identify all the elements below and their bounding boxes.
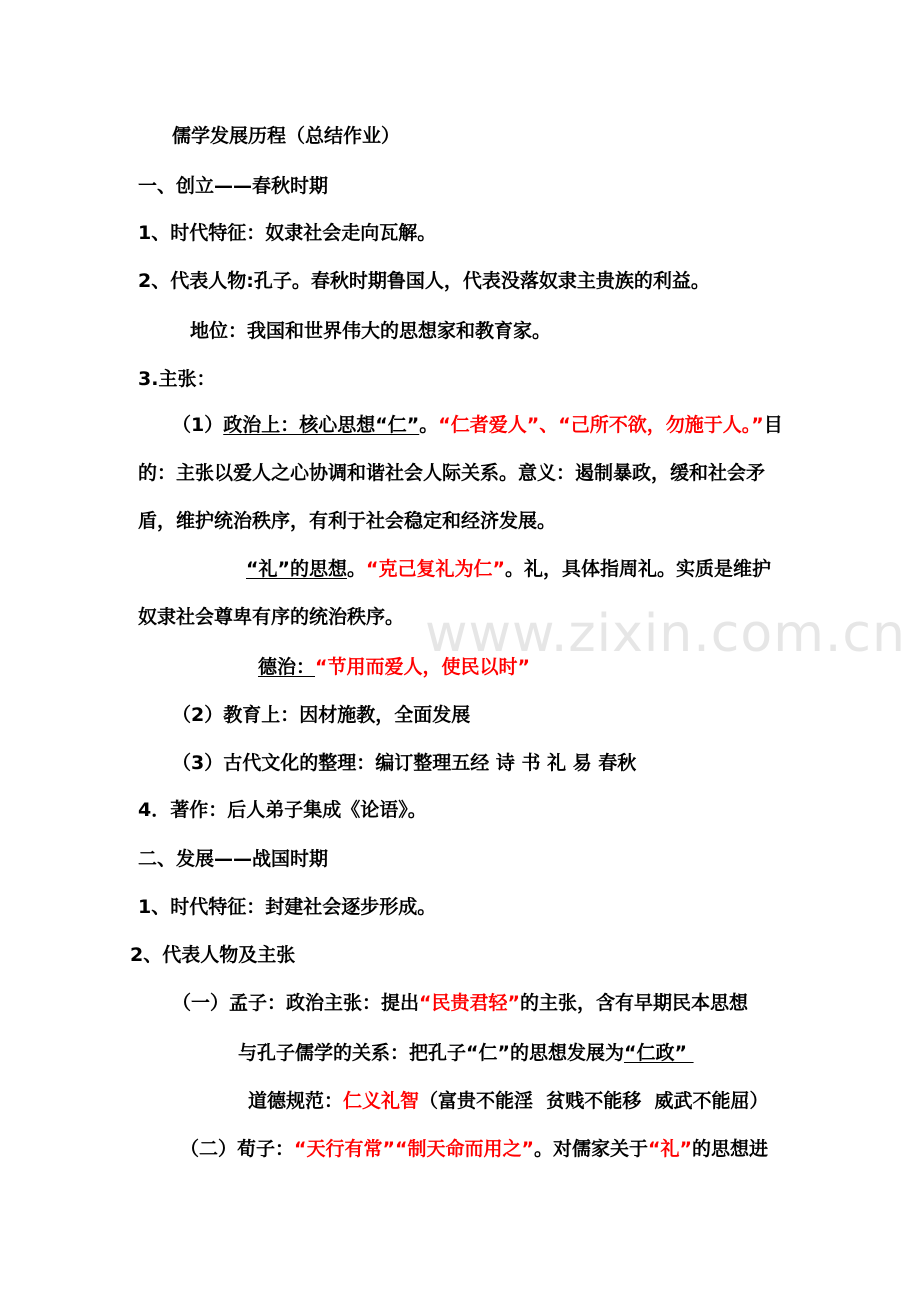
li-dot: 。 (346, 558, 366, 580)
mencius-moral-line (248, 1088, 769, 1114)
moral-label: 道德规范： (248, 1090, 344, 1112)
li-line-2: 奴隶社会尊卑有序的统治秩序。 (138, 606, 405, 628)
politics-line-2: 的：主张以爱人之心协调和谐社会人际关系。意义：遏制暴政，缓和社会矛 (138, 462, 766, 484)
section-1-item-2: 2、代表人物:孔子。春秋时期鲁国人，代表没落奴隶主贵族的利益。 (138, 270, 710, 292)
mencius-relation-a: 与孔子儒学的关系：把孔子“仁”的思想发展为 (238, 1042, 624, 1064)
xunzi-line (180, 1136, 768, 1162)
doc-title: 儒学发展历程（总结作业） (172, 125, 401, 147)
section-2-item-1: 1、时代特征：封建社会逐步形成。 (138, 896, 437, 918)
renzheng: “仁政” (623, 1042, 694, 1064)
moral-examples: （富贵不能淫 贫贱不能移 威武不能屈） (419, 1090, 769, 1112)
politics-line-1 (172, 412, 783, 438)
dezhi-line (258, 654, 530, 680)
mencius-a: （一）孟子：政治主张：提出 (172, 992, 420, 1014)
section-1-item-1: 1、时代特征：奴隶社会走向瓦解。 (138, 222, 437, 244)
mencius-b: 的主张，含有早期民本思想 (520, 992, 749, 1014)
politics-prefix: （1） (172, 414, 224, 436)
dezhi-label: 德治： (258, 656, 316, 678)
mencius-quote: “民贵君轻” (419, 992, 520, 1014)
li-line-1 (246, 556, 771, 582)
section-2-heading: 二、发展——战国时期 (138, 848, 329, 870)
xunzi-a: （二）荀子： (180, 1138, 295, 1160)
li-tail: 。礼，具体指周礼。实质是维护 (504, 558, 771, 580)
culture-line: （3）古代文化的整理：编订整理五经 诗 书 礼 易 春秋 (172, 752, 637, 774)
politics-line-3: 盾，维护统治秩序，有利于社会稳定和经济发展。 (138, 510, 557, 532)
works-line: 4．著作：后人弟子集成《论语》。 (138, 799, 427, 821)
education-line: （2）教育上：因材施教，全面发展 (172, 704, 471, 726)
xunzi-c: 的思想进 (691, 1138, 768, 1160)
politics-dot: 。 (419, 414, 439, 436)
mencius-relation-line (238, 1040, 694, 1066)
li-quote: “克己复礼为仁” (366, 558, 505, 580)
xunzi-q1: “天行有常” (294, 1138, 395, 1160)
confucius-status: 地位：我国和世界伟大的思想家和教育家。 (190, 320, 552, 342)
xunzi-q2: “制天命而用之” (395, 1138, 534, 1160)
politics-tail: 目 (763, 414, 783, 436)
dezhi-quote: “节用而爱人，使民以时” (315, 656, 530, 678)
moral-virtues: 仁义礼智 (343, 1090, 420, 1112)
section-2-item-2: 2、代表人物及主张 (130, 944, 296, 966)
ren-quotes: “仁者爱人”、“己所不欲，勿施于人。” (438, 414, 764, 436)
watermark: www.zixin.com.cn (425, 604, 906, 664)
xunzi-q3: “礼” (648, 1138, 692, 1160)
li-thought: “礼”的思想 (246, 558, 347, 580)
core-ren: 政治上：核心思想“仁” (223, 414, 420, 436)
section-1-item-3: 3.主张： (138, 368, 216, 390)
section-1-heading: 一、创立——春秋时期 (138, 175, 329, 197)
mencius-line (172, 990, 748, 1016)
xunzi-b: 。对儒家关于 (533, 1138, 648, 1160)
